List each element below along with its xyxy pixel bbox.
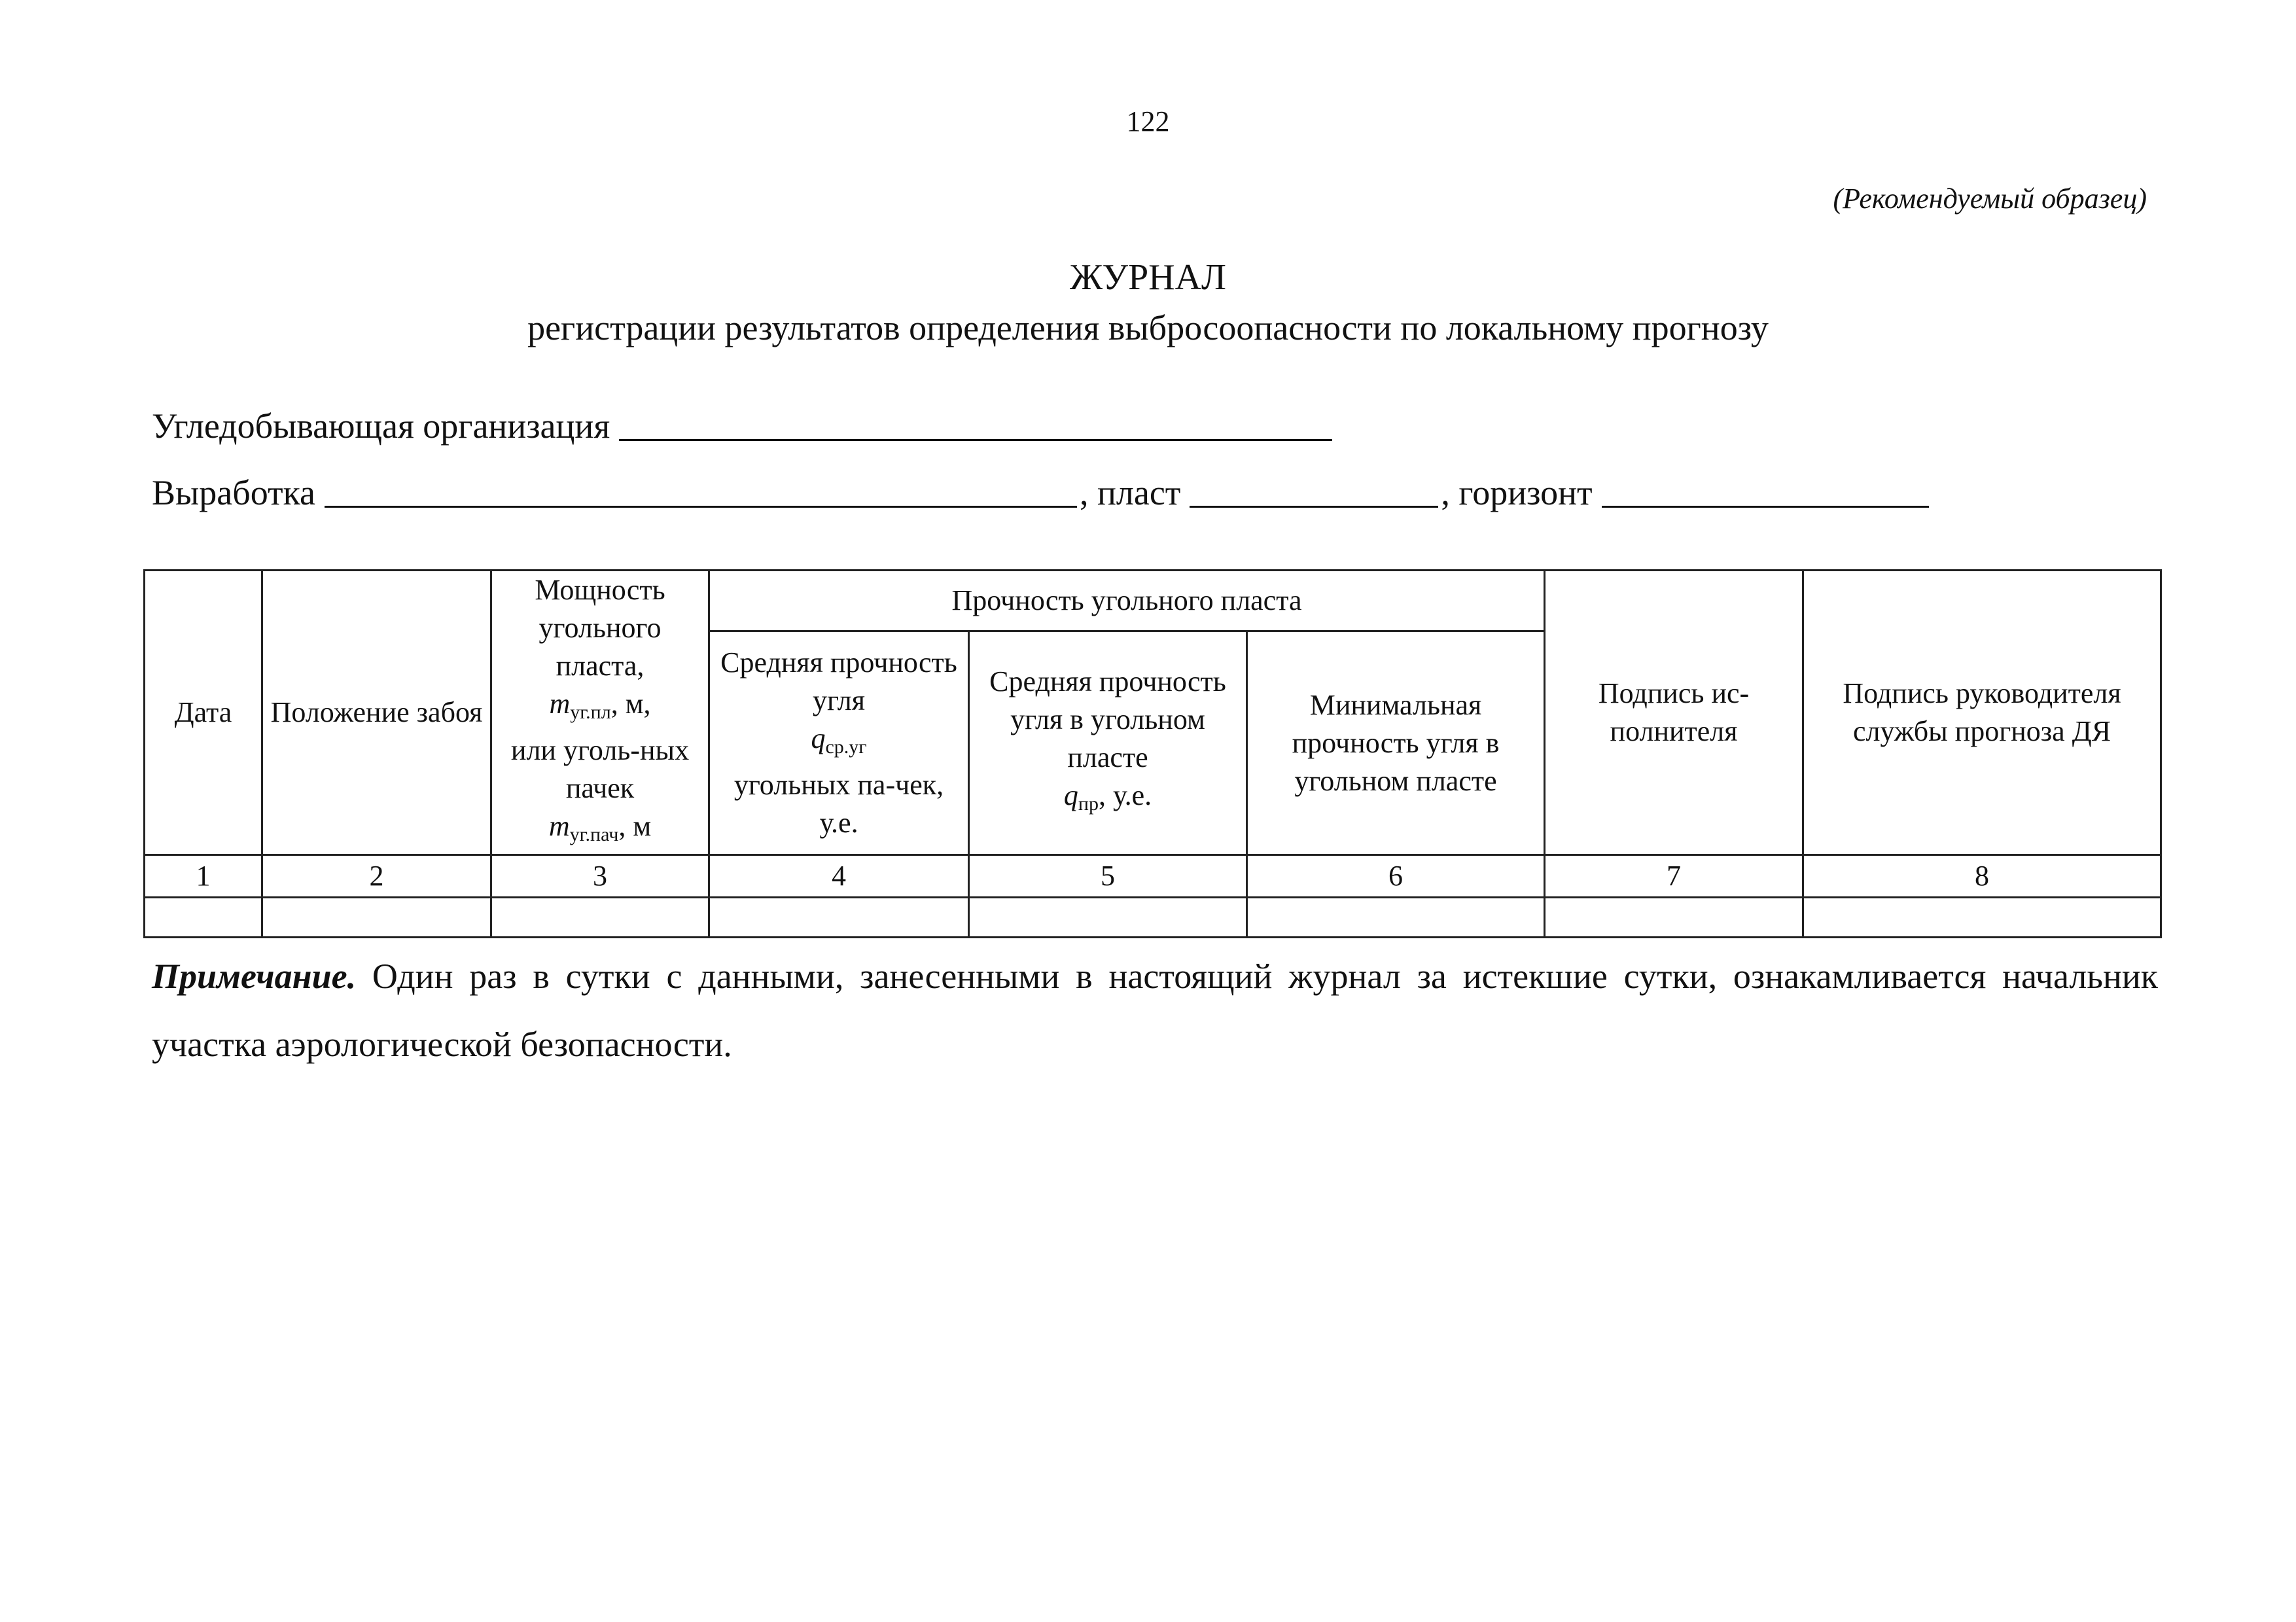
working-blank[interactable] [325, 477, 1077, 508]
note-label: Примечание. [152, 957, 357, 996]
journal-table [143, 569, 2162, 938]
organization-blank[interactable] [619, 410, 1332, 441]
header-thickness [491, 571, 709, 855]
document-title: ЖУРНАЛ [1069, 257, 1227, 298]
header-thickness-line1: Мощность угольного пласта, [535, 574, 665, 682]
note-paragraph [152, 942, 2158, 1078]
header-thickness-var1: m [549, 688, 571, 720]
header-head-signature: Подпись руководителя службы прогноза ДЯ [1803, 571, 2161, 855]
header-avg-packs-line2: угольных па-чек, у.е. [733, 769, 944, 839]
table-cell[interactable] [491, 898, 709, 938]
table-row [145, 898, 2161, 938]
page-number: 122 [1126, 105, 1170, 137]
column-number: 7 [1545, 855, 1803, 898]
header-avg-packs-sub: ср.уг [825, 736, 867, 758]
column-number: 2 [262, 855, 491, 898]
organization-field [152, 406, 1332, 446]
column-number: 1 [145, 855, 262, 898]
table-cell[interactable] [1247, 898, 1545, 938]
table-cell[interactable] [262, 898, 491, 938]
column-number: 5 [969, 855, 1247, 898]
working-label: Выработка [152, 473, 316, 512]
header-thickness-unit2: , м [618, 810, 652, 842]
seam-label: , пласт [1080, 473, 1181, 512]
header-avg-packs-line1: Средняя прочность угля [720, 646, 957, 717]
column-number: 4 [709, 855, 969, 898]
note-text: Один раз в сутки с данными, занесенными в настоящий журнал за истекшие сутки, ознакамливается начальник участка аэрологической безопасности. [152, 957, 2158, 1064]
seam-blank[interactable] [1190, 477, 1438, 508]
header-avg-seam-unit: , у.е. [1098, 779, 1152, 812]
document-subtitle: регистрации результатов определения выбросоопасности по локальному прогнозу [527, 308, 1769, 347]
header-avg-packs [709, 631, 969, 855]
header-avg-seam-line1: Средняя прочность угля в угольном пласте [989, 665, 1226, 774]
column-number-row [145, 855, 2161, 898]
header-date: Дата [145, 571, 262, 855]
column-number: 8 [1803, 855, 2161, 898]
header-thickness-sub1: уг.пл [570, 701, 611, 723]
table-cell[interactable] [969, 898, 1247, 938]
header-face-position: Положение забоя [262, 571, 491, 855]
header-thickness-line2: или уголь-ных пачек [510, 734, 690, 804]
table-cell[interactable] [1803, 898, 2161, 938]
header-executor-signature: Подпись ис-полнителя [1545, 571, 1803, 855]
horizon-blank[interactable] [1602, 477, 1929, 508]
header-avg-seam-var: q [1063, 779, 1078, 812]
header-min-strength: Минимальная прочность угля в угольном пласте [1247, 631, 1545, 855]
header-thickness-unit1: , м, [610, 688, 651, 720]
table-cell[interactable] [709, 898, 969, 938]
column-number: 6 [1247, 855, 1545, 898]
table-header-row [145, 571, 2161, 631]
header-avg-packs-var: q [811, 722, 826, 755]
header-thickness-sub2: уг.пач [569, 824, 619, 845]
header-strength-group: Прочность угольного пласта [709, 571, 1545, 631]
header-avg-seam-sub: пр [1078, 793, 1099, 815]
header-avg-seam [969, 631, 1247, 855]
table-cell[interactable] [145, 898, 262, 938]
column-number: 3 [491, 855, 709, 898]
organization-label: Угледобывающая организация [152, 406, 610, 446]
horizon-label: , горизонт [1441, 473, 1593, 512]
recommended-sample-note: (Рекомендуемый образец) [1833, 183, 2147, 215]
table-cell[interactable] [1545, 898, 1803, 938]
working-field [152, 472, 1929, 513]
header-thickness-var2: m [548, 810, 570, 842]
